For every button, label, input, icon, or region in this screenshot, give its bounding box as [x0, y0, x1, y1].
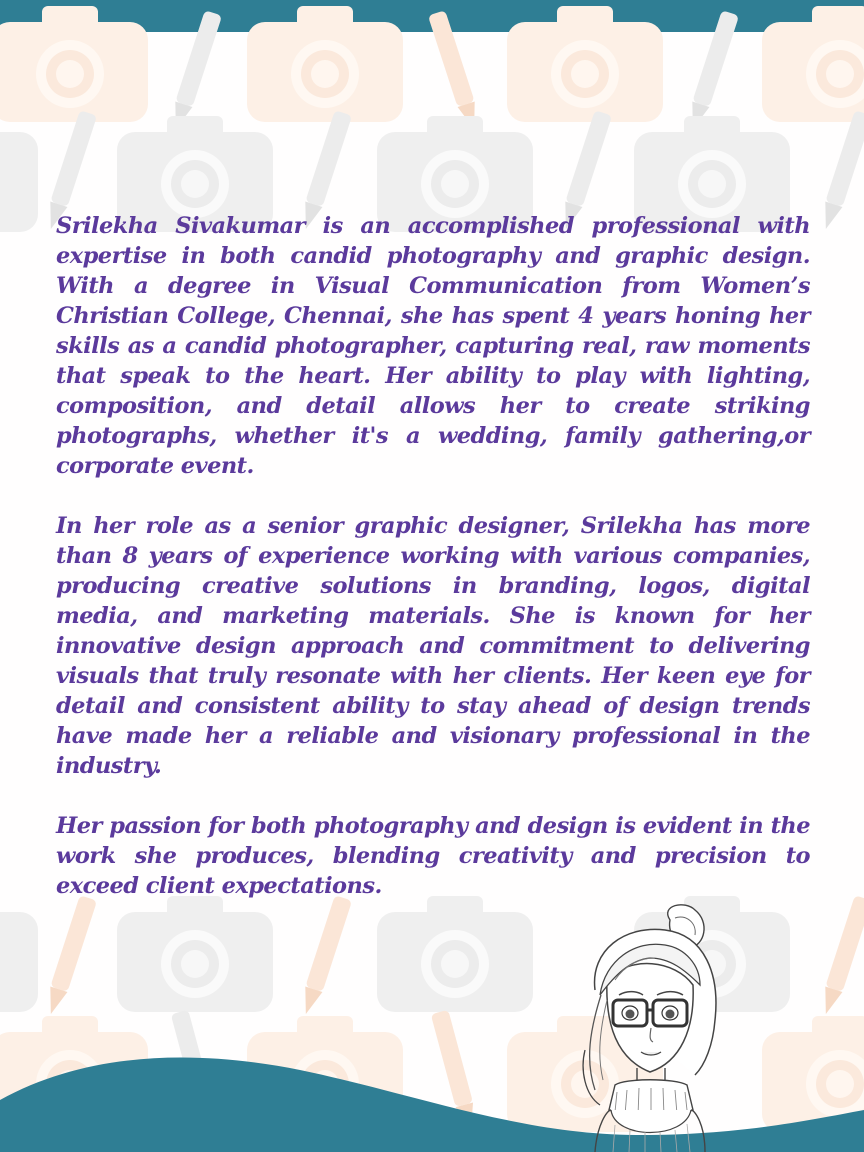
girl-with-glasses-illustration: [555, 900, 745, 1152]
bio-text: [56, 211, 810, 901]
bio-paragraph-2: In her role as a senior graphic designer, Srilekha has more than 8 years of experience working with various companies, producing creative solutions in branding, logos, digital media, and marketing materials. She is known for her innovative design approach and commitment to delivering visuals that truly resonate with her clients. Her keen eye for detail and consistent ability to stay ahead of design trends have made her a reliable and visionary professional in the industry.: [56, 513, 810, 779]
bio-paragraph-1: Srilekha Sivakumar is an accomplished professional with expertise in both candid photography and graphic design. With a degree in Visual Communication from Women’s Christian College, Chennai, she has spent 4 years honing her skills as a candid photographer, capturing real, raw moments that speak to the heart. Her ability to play with lighting, composition, and detail allows her to create striking photographs, whether it's a wedding, family gathering,or corporate event.: [56, 213, 810, 479]
bio-paragraph-3: Her passion for both photography and design is evident in the work she produces, blending creativity and precision to exceed client expectations.: [56, 813, 810, 899]
pattern-row-1: [0, 6, 864, 132]
